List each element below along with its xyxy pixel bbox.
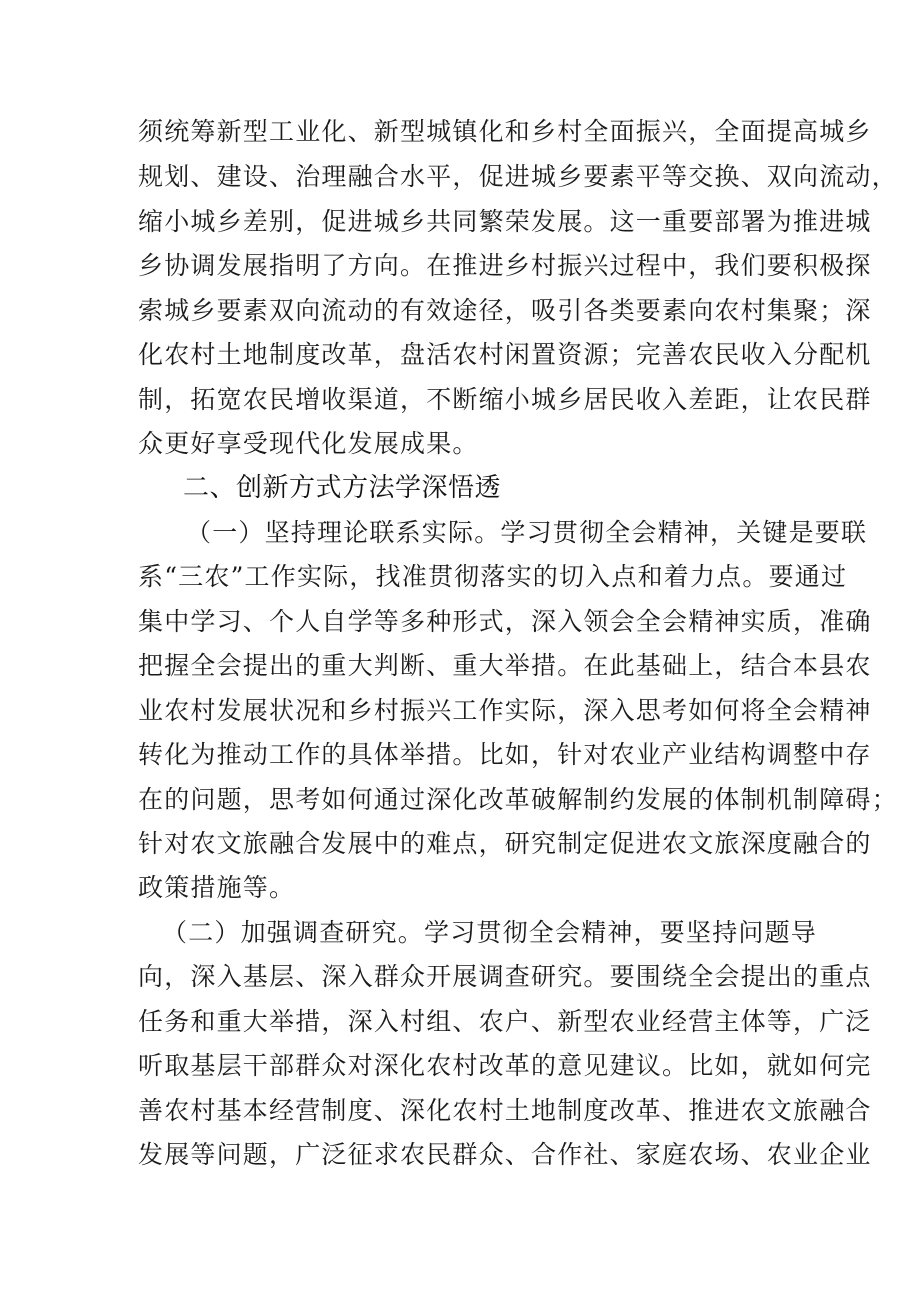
paragraph-2-line-7: 在的问题，思考如何通过深化改革破解制约发展的体制机制障碍；	[138, 785, 898, 814]
section-heading: 二、创新方式方法学深悟透	[183, 473, 502, 503]
paragraph-3-line-4: 听取基层干部群众对深化农村改革的意见建议。比如，就如何完	[138, 1051, 872, 1080]
paragraph-3-line-2: 向，深入基层、深入群众开展调查研究。要围绕全会提出的重点	[138, 962, 872, 991]
paragraph-3-line-3: 任务和重大举措，深入村组、农户、新型农业经营主体等，广泛	[138, 1007, 872, 1036]
paragraph-2-line-5: 业农村发展状况和乡村振兴工作实际，深入思考如何将全会精神	[138, 696, 872, 725]
paragraph-3-line-1: （二）加强调查研究。学习贯彻全会精神，要坚持问题导	[162, 918, 818, 947]
paragraph-2-line-1: （一）坚持理论联系实际。学习贯彻全会精神，关键是要联	[186, 518, 868, 547]
paragraph-1-line-2: 规划、建设、治理融合水平，促进城乡要素平等交换、双向流动，	[138, 162, 898, 191]
paragraph-1-line-5: 索城乡要素双向流动的有效途径，吸引各类要素向农村集聚；深	[138, 296, 872, 325]
paragraph-1-line-4: 乡协调发展指明了方向。在推进乡村振兴过程中，我们要积极探	[138, 251, 872, 280]
paragraph-3-line-5: 善农村基本经营制度、深化农村土地制度改革、推进农文旅融合	[138, 1096, 872, 1125]
paragraph-2-line-3: 集中学习、个人自学等多种形式，深入领会全会精神实质，准确	[138, 607, 872, 636]
paragraph-2-line-4: 把握全会提出的重大判断、重大举措。在此基础上，结合本县农	[138, 651, 872, 680]
paragraph-2-line-6: 转化为推动工作的具体举措。比如，针对农业产业结构调整中存	[138, 740, 872, 769]
paragraph-2-line-2: 系“三农”工作实际，找准贯彻落实的切入点和着力点。要通过	[138, 562, 848, 591]
paragraph-1-line-6: 化农村土地制度改革，盘活农村闲置资源；完善农民收入分配机	[138, 340, 872, 369]
paragraph-1-line-1: 须统筹新型工业化、新型城镇化和乡村全面振兴，全面提高城乡	[138, 117, 872, 146]
paragraph-3-line-6: 发展等问题，广泛征求农民群众、合作社、家庭农场、农业企业	[138, 1140, 872, 1169]
paragraph-2-line-9: 政策措施等。	[138, 873, 296, 902]
paragraph-1-line-3: 缩小城乡差别，促进城乡共同繁荣发展。这一重要部署为推进城	[138, 207, 872, 236]
paragraph-1-line-7: 制，拓宽农民增收渠道，不断缩小城乡居民收入差距，让农民群	[138, 385, 872, 414]
paragraph-2-line-8: 针对农文旅融合发展中的难点，研究制定促进农文旅深度融合的	[138, 829, 872, 858]
paragraph-1-line-8: 众更好享受现代化发展成果。	[138, 429, 479, 458]
